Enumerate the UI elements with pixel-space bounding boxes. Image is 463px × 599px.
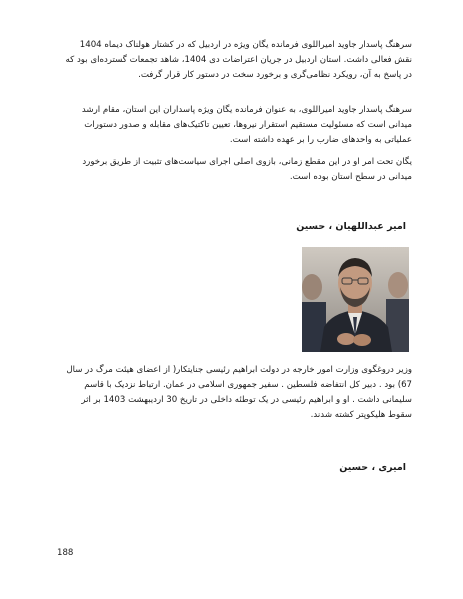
paragraph-3: یگان تحت امر او در این مقطع زمانی، بازوی اصلی اجرای سیاست‌های تثبیت از طریق برخورد میدانی در سطح استان بوده است. xyxy=(82,157,412,182)
portrait-photo-image xyxy=(302,247,409,352)
page-number: 188 xyxy=(57,548,74,558)
paragraph-1: سرهنگ پاسدار جاوید امیراللوی فرمانده یگان ویژه در اردبیل که در کشتار هولناک دیماه 1404 نقش فعالی داشت. استان اردبیل در جریان اعتراضات دی 1404، شاهد تجمعات گسترده‌ای بود که در پاسخ به آن، رویکرد نظامی‌گری و برخورد سخت در دستور کار قرار گرفت. xyxy=(65,40,412,80)
paragraph-2: سرهنگ پاسدار جاوید امیراللوی، به عنوان فرمانده یگان ویژه پاسداران این استان، مقام ارشد میدانی است که مسئولیت مستقیم استقرار نیروها، تعیین تاکتیک‌های مقابله و صدور دستورات عملیاتی به واحدهای ضارب را بر عهده داشته است. xyxy=(81,105,412,145)
section-heading-amir-abdollahian: امیر عبداللهیان ، حسین xyxy=(296,221,406,232)
bio-paragraph: وزیر دروغگوی وزارت امور خارجه در دولت ابراهیم رئیسی جنایتکار( از اعضای هیئت مرگ در سال 67) بود . دبیر کل انتفاضه فلسطین . سفیر جمهوری اسلامی در عمان. ارتباط نزدیک با قاسم سلیمانی داشت . او و ابراهیم رئیسی در یک توطئه داخلی در تاریخ 30 اردیبهشت 1403 بر اثر سقوط هلیکوپتر کشته شدند. xyxy=(66,365,412,420)
section-heading-amiri: امیری ، حسین xyxy=(339,462,406,473)
portrait-photo xyxy=(302,247,409,352)
